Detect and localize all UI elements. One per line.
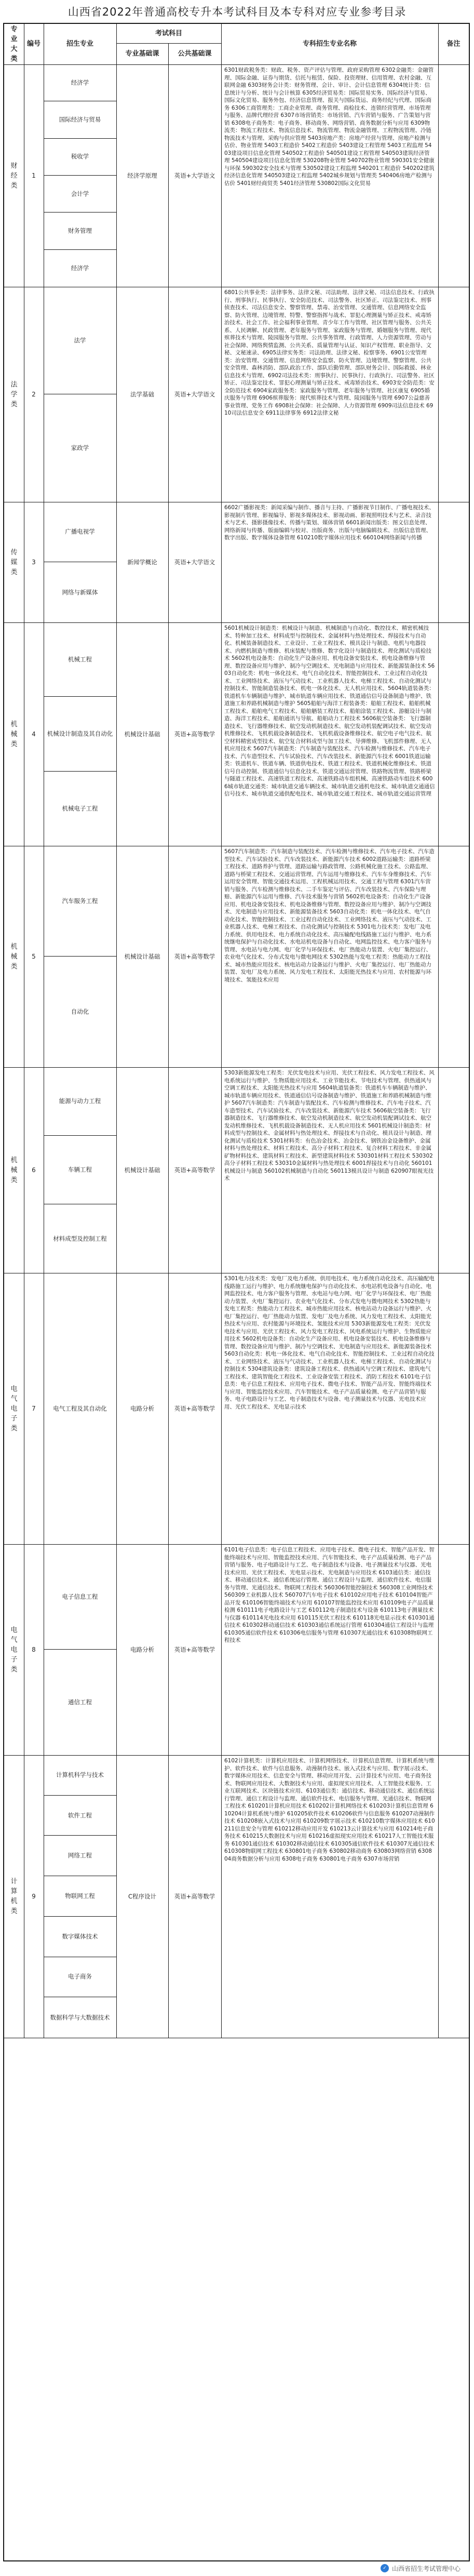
major-item: 数字媒体技术: [44, 1917, 116, 1957]
vocational-programs-cell: 6301财政税务类：财政、税务、资产评估与管理、政府采购管理 6302金融类：金融管理、国际金融、证券与期货、信托与租赁、保险、投资理财、信用管理、农村金融、互联网金融 6303财务会计类：财务管理、会计、审计、会计信息管理 6304统计类：信息统计与分析、统计与会计核算 6305经济贸易类：国际贸易实务、国际经济与贸易、国际文化贸易、服务外包、经济信息管理、报关与国际货运、商务经纪与代理、国际商务 6306工商管理类：工商企业管理、商务管理、商检技术、连锁经营管理、市场管理与服务、品牌代理经营 6307市场营销类：市场营销、汽车营销与服务、广告策划与营销 6308电子商务类：电子商务、移动商务、网络营销、商务数据分析与应用 6309物流类：物流工程技术、物流信息技术、物流管理、物流金融管理、工程物流管理、冷链物流技术与管理、采购与供应管理 5403房地产类：房地产经营与管理、房地产检测与估价、物业管理 5403工程造价 5402工程造价 5403建设工程管理 5403工程监理 5403建设项目信息化管理 540502工程造价 540501建设工程管理 540503建筑经济管理 540504建设项目信息化管理 530208物业管理 540702物业管理 590301安全健康与环保 590302安全技术与管理 530502建设工程监理 540201工程造价 540202建筑经济信息化管理 540503建设工程监理 5402城乡规划与管理类 540406房地产检测与估价 5401财经商贸类 5401经济管理 530802国际文化贸易: [224, 67, 435, 187]
category-cell: [4, 64, 24, 287]
major-item: 机械电子工程: [62, 804, 98, 812]
major-item: 电子商务: [44, 1957, 116, 1998]
major-item: 电气工程及其自动化: [53, 1404, 107, 1412]
majors-cell: [44, 846, 116, 1067]
basic-course-cell: C程序设计: [128, 1892, 157, 1900]
number-cell: 6: [32, 1166, 36, 1174]
basic-course-cell: 经济学原理: [127, 171, 157, 179]
table-header: [4, 24, 469, 65]
category-label: 机械类: [10, 720, 18, 748]
majors-cell: [44, 1755, 116, 2038]
basic-course-cell: 新闻学概论: [127, 558, 157, 566]
note-cell: [438, 1544, 469, 1755]
basic-course-cell: 法学基础: [130, 390, 154, 398]
catalog-table: [3, 23, 470, 2561]
number-cell: 1: [32, 172, 36, 179]
public-course-cell: 英语+大学语文: [174, 558, 215, 566]
category-cell: [4, 1755, 24, 2038]
number-cell: 8: [32, 1646, 36, 1653]
major-item: 汽车服务工程: [44, 846, 116, 957]
public-course-cell: 英语+大学语文: [174, 171, 215, 179]
category-label: 计算机类: [10, 1878, 18, 1915]
major-item: 法学: [44, 287, 116, 394]
public-course-cell: 英语+高等数学: [174, 1404, 215, 1412]
category-cell: [4, 622, 24, 846]
note-cell: [438, 64, 469, 287]
category-cell: [4, 846, 24, 1067]
category-label: 电气电子类: [10, 1385, 18, 1432]
vocational-programs-cell: 6801公共事业类：法律事务、法律文秘、司法助理、法律文秘、司法信息技术、行政执行、刑事执行、民事执行、安全防范技术、司法警务、社区矫正、司法鉴定技术、刑事侦查技术、司法信息安全、警察管理、禁毒、治安管理、交通管理、信息网络安全监察、防火管理、边境管理、特警、警察指挥与战术、罪犯心理测量与矫正技术、戒毒矫治技术、社会工作、社会福利事业管理、青少年工作与管理、社区管理与服务、公共关系、人民调解、民政管理、老年服务与管理、家政服务与管理、婚姻服务与管理、现代殡葬技术与管理、陵园服务与管理、公共事务管理、行政管理、人力资源管理、劳动与社会保障、网络舆情监测、公共关系、质量管理与认证、知识产权管理、职业指导、文秘、文秘速录、6905法律实务类：司法助理、法律文秘、检察事务、6901公安管理类：治安管理、交通管理、信息网络安全监察、防火管理、边境管理、警察管理、公共安全管理、森林消防、部队政治工作、部队后勤管理、部队财务会计、国际救援、林业信息技术与管理、6902司法技术类：刑事执行、民事执行、行政执行、司法警务、社区矫正、司法鉴定技术、罪犯心理测量与矫正技术、戒毒矫治技术、6903安全防范类：安全防范技术 6904家政服务类：家政服务与管理、老年服务与管理、社区康复 6905婚庆服务与管理 6906殡葬服务：现代殡葬技术与管理、陵园服务与管理 6907公益慈善事业管理、党务工作 6908社会保障：社会保障、人力资源管理 6909司法信息技术 6910司法信息安全 6911法律事务 6912法律文秘: [224, 289, 435, 416]
major-item: 数据科学与大数据技术: [50, 2013, 110, 2021]
category-label: 法学类: [10, 380, 18, 408]
header-number: 编号: [26, 40, 40, 48]
majors-cell: [44, 1067, 116, 1273]
note-cell: [438, 1755, 469, 2038]
major-item: 物联网工程: [44, 1876, 116, 1917]
category-group: [4, 1544, 469, 1756]
number-cell: 7: [32, 1405, 36, 1412]
category-group: [4, 1273, 469, 1545]
basic-course-cell: 机械设计基础: [124, 952, 160, 960]
basic-course-cell: 电路分析: [130, 1404, 154, 1412]
public-course-cell: 英语+高等数学: [174, 730, 215, 738]
basic-course-cell: 机械设计基础: [124, 730, 160, 738]
category-group: [4, 502, 469, 623]
category-cell: [4, 287, 24, 502]
major-item: 网络与新媒体: [62, 588, 98, 596]
major-item: 电子信息工程: [44, 1544, 116, 1650]
public-course-cell: 英语+高等数学: [174, 1892, 215, 1900]
vocational-programs-cell: 6602广播影视类：新闻采编与制作、播音与主持、广播影视节目制作、广播电视技术、影视制片管理、影视编导、影视多媒体技术、影视动画、影视照明技术与艺术、录音技术与艺术、摄影摄像技术、传播与策划、媒体营销 6601新闻出版类：图文信息处理、网络新闻与传播、版面编辑与校对、出版商务、出版与电脑编辑技术、出版信息管理、数字出版、数字媒体设备管理 610210数字媒体应用技术 660104网络新闻与传播: [224, 504, 435, 541]
major-item: 机械工程: [44, 622, 116, 697]
vocational-programs-cell: 6101电子信息类：电子信息工程技术、应用电子技术、微电子技术、智能产品开发、智能终端技术与应用、智能监控技术应用、汽车智能技术、电子产品质量检测、电子产品营销与服务、电子电路设计与工艺、电子制造技术与设备、电子测量技术与仪器、光电技术应用、光伏工程技术、光电显示技术、光电制造与应用技术 6103通信类：通信技术、移动通信技术、通信系统运行管理、通信工程设计与监理、通信软件技术、电信服务与管理、光通信技术、物联网工程技术 560306智能控制技术 560308工业网络技术 560309工业机器人技术 560707汽车电子技术 610102应用电子技术 610104智能产品开发 610106智能终端技术与应用 610107智能监控技术应用 610109电子产品质量检测 610111电子电路设计与工艺 610112电子制造技术与设备 610113电子测量技术与仪器 610114光电技术应用 610115光伏工程技术 610118光电显示技术 610301通信技术 610302移动通信技术 610303通信系统运行管理 610304通信工程设计与监理 610305通信软件技术 610306电信服务与管理 610307光通信技术 610308物联网工程技术: [224, 1547, 435, 1643]
major-item: 材料成型及控制工程: [53, 1234, 107, 1242]
page-title: 山西省2022年普通高校专升本考试科目及本专科对应专业参考目录: [67, 6, 407, 18]
major-item: 通信工程: [68, 1698, 92, 1706]
public-course-cell: 英语+高等数学: [174, 952, 215, 960]
basic-course-cell: 机械设计基础: [124, 1166, 160, 1174]
category-label: 电气电子类: [10, 1626, 18, 1674]
category-label: 传媒类: [10, 548, 18, 576]
major-item: 车辆工程: [44, 1136, 116, 1204]
header-major: 招生专业: [66, 40, 93, 48]
major-item: 税收学: [44, 139, 116, 176]
vocational-programs-cell: 5601机械设计制造类：机械设计与制造、机械制造与自动化、数控技术、精密机械技术、特种加工技术、材料成型与控制技术、金属材料与热处理技术、焊接技术与自动化、机械装备制造技术、工业设计、工业工程技术、模具设计与制造、电机与电器技术、内燃机制造与维修、机床装配与维修、数字化设计与制造技术、理化测试与质检技术 5602机电设备类：自动化生产设备应用、机电设备安装技术、机电设备维修与管理、数控设备应用与维护、制冷与空调技术、光电制造与应用技术、新能源装备技术 5603自动化类：机电一体化技术、电气自动化技术、智能控制技术、工业过程自动化技术、工业网络技术、液压与气动技术、工业机器人技术、电梯工程技术、自动化测试与控制技术、智能制造装备技术、机电一体化技术、无人机应用技术、5604轨道装备类：铁道机车车辆制造与维护、城市轨道车辆应用技术、铁道通信信号设备制造与维护、铁道施工和养路机械制造与维护 5605船舶与海洋工程装备类：船舶工程技术、船舶机械工程技术、船舶电气工程技术、船舶舾装工程技术、船舶涂装工程技术、游艇设计与制造、海洋工程技术、船舶通讯与导航、船舶动力工程技术 5606航空装备类：飞行器制造技术、飞行器维修技术、航空发动机制造技术、航空发动机装配调试技术、航空发动机维修技术、飞机机载设备制造技术、飞机机载设备维修技术、航空电子电气技术、航空材料精密成型技术、航空复合材料成型与加工技术、导弹维修、飞机部件修理、无人机应用技术 5607汽车制造类：汽车制造与装配技术、汽车检测与维修技术、汽车电子技术、汽车造型技术、汽车试验技术、汽车改装技术、新能源汽车技术 6001铁道运输类：铁道机车、铁道车辆、铁道供电技术、铁道工程技术、铁道机械化维修技术、铁道信号自动控制、铁道通信与信息化技术、铁道交通运营管理、铁路物流管理、铁路桥梁与隧道工程技术、高速铁道工程技术、高速铁路动车组机械、高速铁路动车组技术 6006城市轨道交通类：城市轨道交通车辆技术、城市轨道交通机电技术、城市轨道交通通信信号技术、城市轨道交通供配电技术、城市轨道交通工程技术、城市轨道交通运营管理: [224, 625, 435, 797]
major-item: 家政学: [71, 444, 89, 452]
major-item: 网络工程: [44, 1836, 116, 1876]
category-cell: [4, 1544, 24, 1755]
header-public-course: 公共基础课: [178, 50, 212, 58]
category-group: [4, 287, 469, 502]
majors-cell: [44, 1273, 116, 1544]
category-label: 机械类: [10, 942, 18, 971]
major-item: 能源与动力工程: [44, 1067, 116, 1136]
watermark-text: 山西省招生考试管理中心: [391, 2565, 461, 2572]
major-item: 广播电视学: [44, 502, 116, 562]
category-label: 机械类: [10, 1156, 18, 1184]
header-basic-course: 专业基础课: [125, 50, 159, 58]
header-note: 备注: [446, 40, 461, 48]
public-course-cell: 英语+高等数学: [174, 1645, 215, 1653]
category-cell: [4, 1067, 24, 1273]
vocational-programs-cell: 5303新能源发电工程类：光伏发电技术与应用、光伏工程技术、风力发电工程技术、风电系统运行与维护、生物质能应用技术、工业节能技术、节电技术与管理、供热通风与空调工程技术、太阳能光热技术与应用 5604轨道装备类：铁道机车车辆制造与维护、城市轨道车辆应用技术、铁道通信信号设备制造与维护、铁道施工和养路机械制造与维护 5607汽车制造类：汽车制造与装配技术、汽车检测与维修技术、汽车电子技术、汽车造型技术、汽车试验技术、汽车改装技术、新能源汽车技术 5606航空装备类：飞行器制造技术、飞行器维修技术、航空发动机制造技术、航空发动机装配调试技术、航空发动机维修技术、飞机机载设备制造技术、无人机应用技术 5601机械设计制造类：材料成型与控制技术、金属材料与热处理技术、焊接技术与自动化、模具设计与制造、理化测试与质检技术 5301材料类：有色冶金技术、冶金技术、钢铁冶金设备维护、金属材料与热处理技术、材料工程技术、高分子材料工程技术、复合材料工程技术、非金属矿物材料技术、建筑材料工程技术、新型建筑材料技术 530301材料工程技术 530302高分子材料工程技术 530310金属材料与热处理技术 6001焊接技术与自动化 560101机械设计与制造 560102机械制造与自动化 560113模具设计与制造 620907眼视光技术: [224, 1070, 435, 1181]
wechat-logo-icon: ✓: [381, 2564, 389, 2572]
category-group: [4, 846, 469, 1068]
major-item: 计算机科学与技术: [44, 1755, 116, 1796]
watermark: [381, 2562, 461, 2574]
major-item: 经济学: [71, 264, 89, 272]
major-item: 国际经济与贸易: [44, 101, 116, 138]
note-cell: [438, 1067, 469, 1273]
majors-cell: [44, 64, 116, 287]
majors-cell: [44, 502, 116, 622]
category-group: [4, 1755, 469, 2038]
header-category: 专业大类: [10, 25, 18, 63]
note-cell: [438, 502, 469, 622]
major-item: 财务管理: [44, 213, 116, 249]
major-item: 会计学: [44, 176, 116, 213]
major-item: 机械设计制造及其自动化: [44, 697, 116, 771]
note-cell: [438, 287, 469, 502]
major-item: 软件工程: [44, 1796, 116, 1836]
public-course-cell: 英语+大学语文: [174, 390, 215, 398]
category-cell: [4, 502, 24, 622]
vocational-programs-cell: 5301电力技术类：发电厂及电力系统、供用电技术、电力系统自动化技术、高压输配电线路施工运行与维护、电力系统继电保护与自动化技术、水电站机电设备与自动化、电网监控技术、电力客户服务与管理、水电站与电力网、电厂化学与环保技术、电厂热能动力装置、火电厂集控运行、农业电气化技术、分布式发电与微电网技术 5302热能与发电工程类：热能动力工程技术、城市热能应用技术、核电站动力设备运行与维护、火电厂集控运行、电厂热能动力装置、发电厂及电力系统、风力发电工程技术、太阳能光热技术与应用、农村能源与环境技术、氢能技术应用 5303新能源发电工程类：光伏发电技术与应用、光伏工程技术、风力发电工程技术、风电系统运行与维护、生物质能应用技术 5602机电设备类：自动化生产设备应用、机电设备安装技术、机电设备维修与管理、数控设备应用与维护、制冷与空调技术、光电制造与应用技术、新能源装备技术 5603自动化类：机电一体化技术、电气自动化技术、智能控制技术、工业过程自动化技术、工业网络技术、液压与气动技术、工业机器人技术、电梯工程技术、自动化测试与控制技术 5304建筑设备类：建筑设备工程技术、供热通风与空调工程技术、建筑电气工程技术、建筑智能化工程技术、工业设备安装工程技术、消防工程技术 6101电子信息类：电子信息工程技术、应用电子技术、微电子技术、智能产品开发、智能终端技术与应用、智能监控技术应用、汽车智能技术、电子产品质量检测、电子产品营销与服务、电子电路设计与工艺、电子制造技术与设备、电子测量技术与仪器、光电技术应用、光伏工程技术、光电显示技术: [224, 1276, 435, 1410]
majors-cell: [44, 1544, 116, 1755]
vocational-programs-cell: 5607汽车制造类：汽车制造与装配技术、汽车检测与维修技术、汽车电子技术、汽车造型技术、汽车试验技术、汽车改装技术、新能源汽车技术 6002道路运输类：道路桥梁工程技术、道路养护与管理、道路运输与路政管理、公路机械化施工技术、公路监理、道路与桥梁工程技术、交通运营管理、汽车运用与维修技术、汽车车身维修技术、汽车运用安全管理、智能交通技术运用、工程机械运用技术、交通工程与管理 6301汽车营销与服务、汽车检测与维修技术、二手车鉴定与评估、汽车改装技术、汽车保险与理赔、新能源汽车运用与维修、汽车技术服务与营销 5602机电设备类：自动化生产设备应用、机电设备安装技术、机电设备维修与管理、数控设备应用与维护、制冷与空调技术、光电制造与应用技术、新能源装备技术 5603自动化类：机电一体化技术、电气自动化技术、智能控制技术、工业过程自动化技术、工业网络技术、液压与气动技术、工业机器人技术、电梯工程技术、自动化测试与控制技术 5301电力技术类：发电厂及电力系统、供用电技术、电力系统自动化技术、高压输配电线路施工运行与维护、电力系统继电保护与自动化技术、水电站机电设备与自动化、电网监控技术、电力客户服务与管理、水电站与电力网、电厂化学与环保技术、电厂热能动力装置、火电厂集控运行、农业电气化技术、分布式发电与微电网技术 5302热能与发电工程类：热能动力工程技术、城市热能应用技术、核电站动力设备运行与维护、火电厂集控运行、电厂热能动力装置、发电厂及电力系统、风力发电工程技术、太阳能光热技术与应用、农村能源与环境技术、氢能技术应用: [224, 848, 435, 983]
major-item: 经济学: [44, 64, 116, 101]
category-group: [4, 1067, 469, 1273]
category-group: [4, 622, 469, 846]
basic-course-cell: 电路分析: [130, 1645, 154, 1653]
category-label: 财经类: [10, 162, 18, 190]
note-cell: [438, 622, 469, 846]
header-exam-subjects: 考试科目: [116, 24, 221, 44]
number-cell: 5: [32, 953, 36, 960]
header-vocational-name: 专科招生专业名称: [302, 40, 357, 48]
majors-cell: [44, 287, 116, 502]
number-cell: 2: [32, 391, 36, 398]
category-cell: [4, 1273, 24, 1544]
note-cell: [438, 846, 469, 1067]
majors-cell: [44, 622, 116, 846]
vocational-programs-cell: 6102计算机类：计算机应用技术、计算机网络技术、计算机信息管理、计算机系统与维护、软件技术、软件与信息服务、动漫制作技术、嵌入式技术与应用、数字展示技术、数字媒体应用技术、信息安全与管理、移动应用开发、云计算技术与应用、电子商务技术、物联网应用技术、大数据技术与应用、虚拟现实应用技术、人工智能技术服务、工业互联网技术、区块链技术应用、6103通信类：通信技术、移动通信技术、通信系统运行管理、通信工程设计与监理、通信软件技术、电信服务与管理、光通信技术、物联网工程技术 610201计算机应用技术 610202计算机网络技术 610203计算机信息管理 610204计算机系统与维护 610205软件技术 610206软件与信息服务 610207动漫制作技术 610208嵌入式技术与应用 610209数字展示技术 610210数字媒体应用技术 610211信息安全与管理 610212移动应用开发 610213云计算技术与应用 610214电子商务技术 610215大数据技术与应用 610216虚拟现实应用技术 610217人工智能技术服务 610301通信技术 610302移动通信技术 610305通信软件技术 610307光通信技术 610308物联网工程技术 630801电子商务 630802移动商务 630803网络营销 630804商务数据分析与应用 6308电子商务 630801电子商务 6307市场营销: [224, 1758, 435, 1862]
major-item: 自动化: [71, 1008, 89, 1015]
number-cell: 9: [32, 1893, 36, 1900]
public-course-cell: 英语+高等数学: [174, 1166, 215, 1174]
number-cell: 3: [32, 559, 36, 566]
category-group: [4, 64, 469, 287]
number-cell: 4: [32, 731, 36, 738]
note-cell: [438, 1273, 469, 1544]
